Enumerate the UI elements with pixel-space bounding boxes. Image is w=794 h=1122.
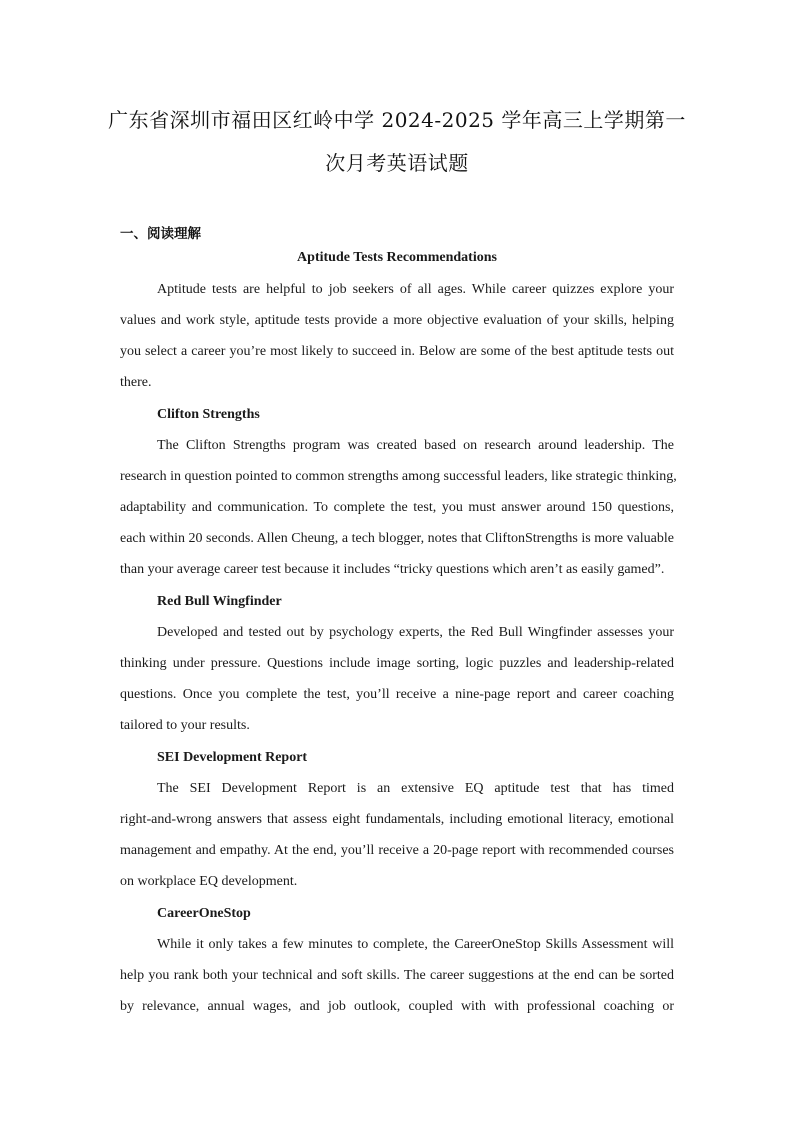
paragraph-line: by relevance, annual wages, and job outlook, coupled with with professional coaching or xyxy=(120,999,674,1014)
paragraph-line: there. xyxy=(120,375,152,390)
paragraph-line: Developed and tested out by psychology experts, the Red Bull Wingfinder assesses your xyxy=(157,625,674,640)
document-title-line-2: 次月考英语试题 xyxy=(325,151,469,175)
paragraph-line: right-and-wrong answers that assess eight fundamentals, including emotional literacy, emotional xyxy=(120,812,674,827)
paragraph-line: The Clifton Strengths program was created based on research around leadership. The xyxy=(157,438,674,453)
paragraph-line: help you rank both your technical and soft skills. The career suggestions at the end can be sorted xyxy=(120,968,674,983)
subheading-careeronestop: CareerOneStop xyxy=(157,906,251,921)
paragraph-line: questions. Once you complete the test, you’ll receive a nine-page report and career coaching xyxy=(120,687,674,702)
paragraph-line: adaptability and communication. To complete the test, you must answer around 150 questions, xyxy=(120,500,674,515)
passage-title: Aptitude Tests Recommendations xyxy=(297,250,497,265)
paragraph-line: than your average career test because it includes “tricky questions which aren’t as easily gamed”. xyxy=(120,562,665,577)
paragraph-line: on workplace EQ development. xyxy=(120,874,298,889)
paragraph-line: values and work style, aptitude tests provide a more objective evaluation of your skills, helping xyxy=(120,313,674,328)
paragraph-line: you select a career you’re most likely to succeed in. Below are some of the best aptitude tests out xyxy=(120,344,674,359)
subheading-clifton-strengths: Clifton Strengths xyxy=(157,407,260,422)
document-title-line-1: 广东省深圳市福田区红岭中学 2024-2025 学年高三上学期第一 xyxy=(108,108,686,132)
paragraph-line: The SEI Development Report is an extensive EQ aptitude test that has timed xyxy=(157,781,674,796)
paragraph-line: management and empathy. At the end, you’ll receive a 20-page report with recommended courses xyxy=(120,843,674,858)
paragraph-line: tailored to your results. xyxy=(120,718,250,733)
subheading-sei-development-report: SEI Development Report xyxy=(157,750,308,765)
section-heading: 一、阅读理解 xyxy=(120,226,201,242)
paragraph-line: research in question pointed to common strengths among successful leaders, like strategic thinking, xyxy=(120,469,677,484)
paragraph-line: While it only takes a few minutes to complete, the CareerOneStop Skills Assessment will xyxy=(157,937,674,952)
paragraph-line: each within 20 seconds. Allen Cheung, a tech blogger, notes that CliftonStrengths is more valuable xyxy=(120,531,674,546)
paragraph-line: Aptitude tests are helpful to job seekers of all ages. While career quizzes explore your xyxy=(157,282,674,297)
paragraph-line: thinking under pressure. Questions include image sorting, logic puzzles and leadership-related xyxy=(120,656,674,671)
subheading-red-bull-wingfinder: Red Bull Wingfinder xyxy=(157,594,282,609)
